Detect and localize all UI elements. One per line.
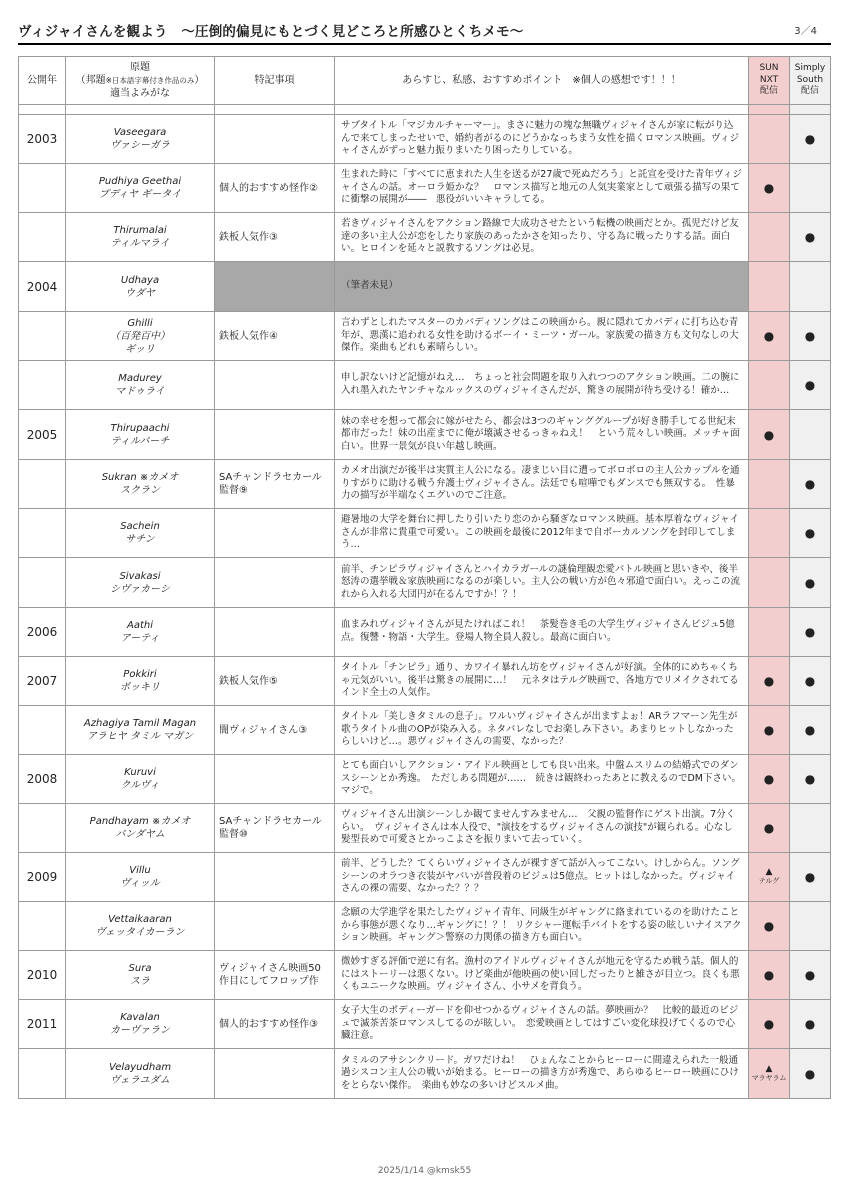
film-title: Sachein xyxy=(120,521,160,532)
partial-availability-mark: ▲ xyxy=(765,1063,773,1074)
synopsis-cell: 避暑地の大学を舞台に押したり引いたり恋のから騒ぎなロマンス映画。基本厚着なヴィジャイさんが非常に貴重で可愛い。この映画を最後に2012年まで自ボーカルソングを封印してしまう… xyxy=(335,509,749,558)
title-cell xyxy=(66,262,215,312)
table-row xyxy=(19,361,831,410)
film-title: Pudhiya Geethai xyxy=(98,176,182,187)
year-cell: 2003 xyxy=(19,115,66,164)
table-row xyxy=(19,1049,831,1099)
film-title: Kuruvi xyxy=(124,767,156,778)
sun-nxt-cell xyxy=(749,657,790,706)
simply-south-cell xyxy=(790,410,831,460)
header-spacer-row xyxy=(19,105,831,115)
note-cell xyxy=(215,1049,335,1099)
sun-nxt-cell xyxy=(749,706,790,755)
available-mark: ● xyxy=(763,919,775,933)
note-cell: 鉄板人気作③ xyxy=(215,213,335,262)
table-row xyxy=(19,312,831,361)
film-reading: スラ xyxy=(130,976,150,987)
year-cell xyxy=(19,804,66,853)
page-footer xyxy=(0,1166,849,1176)
col-header-year: 公開年 xyxy=(19,57,66,105)
note-cell xyxy=(215,361,335,410)
note-cell: SAチャンドラセカール監督⑩ xyxy=(215,804,335,853)
col-header-simply-south: Simply South 配信 xyxy=(790,57,831,105)
film-reading: ポッキリ xyxy=(120,682,160,693)
synopsis-cell: 言わずとしれたマスターのカバディソングはこの映画から。親に隠れてカバディに打ち込む青年が、悪漢に追われる女性を助けるボーイ・ミーツ・ガール。家族愛の描き方も文句なしの大傑作。楽曲もどれも素晴らしい。 xyxy=(335,312,749,361)
table-row xyxy=(19,804,831,853)
note-cell xyxy=(215,558,335,608)
available-mark: ● xyxy=(804,968,816,982)
simply-south-cell xyxy=(790,213,831,262)
title-cell xyxy=(66,1000,215,1049)
title-cell xyxy=(66,902,215,951)
table-row xyxy=(19,657,831,706)
note-cell xyxy=(215,410,335,460)
page-header xyxy=(18,20,831,42)
table-row xyxy=(19,608,831,657)
title-cell xyxy=(66,1049,215,1099)
table-row xyxy=(19,706,831,755)
available-mark: ● xyxy=(804,477,816,491)
year-cell xyxy=(19,460,66,509)
film-reading: カーヴァラン xyxy=(110,1025,170,1036)
film-reading: スクラン xyxy=(120,485,160,496)
film-table xyxy=(18,56,831,1099)
note-cell: 鉄板人気作⑤ xyxy=(215,657,335,706)
sun-nxt-cell xyxy=(749,1049,790,1099)
note-cell xyxy=(215,755,335,804)
sun-nxt-cell xyxy=(749,853,790,902)
film-reading: サチン xyxy=(125,534,155,545)
film-title: Madurey xyxy=(118,373,162,384)
available-mark: ● xyxy=(804,723,816,737)
film-title: Aathi xyxy=(126,620,153,631)
title-cell xyxy=(66,755,215,804)
synopsis-cell: カメオ出演だが後半は実質主人公になる。凄まじい目に遭ってボロボロの主人公カップルを通りすがりに助ける戦う弁護士ヴィジャイさん。法廷でも喧嘩でもダンスでも無双する。 性暴力の描写が半端なくエグいのでご注意。 xyxy=(335,460,749,509)
sun-nxt-cell xyxy=(749,902,790,951)
sun-nxt-cell xyxy=(749,312,790,361)
available-mark: ● xyxy=(763,1017,775,1031)
table-row xyxy=(19,853,831,902)
film-title: Thirupaachi xyxy=(110,422,170,434)
note-cell: 鉄板人気作④ xyxy=(215,312,335,361)
film-title: Velayudham xyxy=(108,1061,172,1073)
film-japanese-title: （百発百中） xyxy=(110,330,170,342)
film-reading: パンダヤム xyxy=(115,829,165,840)
sun-nxt-cell xyxy=(749,1000,790,1049)
simply-south-cell xyxy=(790,115,831,164)
synopsis-cell: タミルのアサシンクリード。ガワだけね！ ひょんなことからヒーローに間違えられた一般通過シスコン主人公の戦いが始まる。ヒーローの描き方が秀逸で、あらゆるヒーロー映画にひけをとらない傑作。 楽曲も妙なの多いけどスルメ曲。 xyxy=(335,1049,749,1099)
sun-nxt-cell xyxy=(749,262,790,312)
title-cell xyxy=(66,657,215,706)
footer-handle: @kmsk55 xyxy=(426,1166,472,1176)
sun-nxt-cell xyxy=(749,361,790,410)
sun-nxt-cell xyxy=(749,164,790,213)
year-cell xyxy=(19,164,66,213)
available-mark: ● xyxy=(804,132,816,146)
footer-date: 2025/1/14 xyxy=(377,1166,424,1176)
film-title: Sivakasi xyxy=(119,570,161,582)
film-reading: ヴァシーガラ xyxy=(110,140,170,151)
col-header-notes: 特記事項 xyxy=(215,57,335,105)
film-title: Vaseegara xyxy=(113,127,167,138)
available-mark: ● xyxy=(763,329,775,343)
simply-south-cell xyxy=(790,164,831,213)
title-cell xyxy=(66,164,215,213)
film-title: Vettaikaaran xyxy=(108,914,172,925)
available-mark: ● xyxy=(804,870,816,884)
note-cell: 個人的おすすめ怪作② xyxy=(215,164,335,213)
sun-nxt-cell xyxy=(749,951,790,1000)
year-cell xyxy=(19,558,66,608)
synopsis-cell: 念願の大学進学を果たしたヴィジャイ青年、同級生がギャングに絡まれているのを助けたことから事態が悪くなり…ギャングに！？！ リクシャー運転手バイトをする姿の眩しいナイスアクション映画。ギャング＞警察の力関係の描き方も面白い。 xyxy=(335,902,749,951)
year-cell: 2007 xyxy=(19,657,66,706)
synopsis-cell: 前半、チンピラヴィジャイさんとハイカラガールの謎倫理観恋愛バトル映画と思いきや、後半怒涛の選挙戦＆家族映画になるのが楽しい。主人公の戦い方が色々邪道で面白い。えっこの流れから入れる大団円が在るんですか！？！ xyxy=(335,558,749,608)
film-reading: アラヒヤ タミル マガン xyxy=(86,731,194,742)
sun-nxt-cell xyxy=(749,410,790,460)
year-cell xyxy=(19,312,66,361)
note-cell: 個人的おすすめ怪作③ xyxy=(215,1000,335,1049)
film-reading: ヴィッル xyxy=(120,878,160,889)
note-cell: ヴィジャイさん映画50作目にしてフロップ作 xyxy=(215,951,335,1000)
synopsis-cell: ヴィジャイさん出演シーンしか観てませんすみません… 父親の監督作にゲスト出演。7分くらい。 ヴィジャイさんは本人役で、"演技をするヴィジャイさんの演技"が観られる。心なし髪型長めで可愛さとかっこよさを振りまいて去っていく。 xyxy=(335,804,749,853)
synopsis-cell: 前半、どうした？てくらいヴィジャイさんが裸すぎて話が入ってこない。けしからん。ソングシーンのオラつき衣装がヤバいが普段着のビジュは5億点。ヒットはしなかった。ヴィジャイさんの裸の需要、なかった？？？ xyxy=(335,853,749,902)
note-cell: SAチャンドラセカール監督⑨ xyxy=(215,460,335,509)
note-cell xyxy=(215,262,335,312)
title-cell xyxy=(66,361,215,410)
year-cell: 2005 xyxy=(19,410,66,460)
simply-south-cell xyxy=(790,1049,831,1099)
simply-south-cell xyxy=(790,509,831,558)
year-cell: 2009 xyxy=(19,853,66,902)
simply-south-cell xyxy=(790,902,831,951)
simply-south-cell xyxy=(790,706,831,755)
table-row xyxy=(19,115,831,164)
page-title: ヴィジャイさんを観よう 〜圧倒的偏見にもとづく見どころと所感ひとくちメモ〜 xyxy=(18,24,524,40)
title-cell xyxy=(66,115,215,164)
simply-south-cell xyxy=(790,262,831,312)
available-mark: ● xyxy=(763,772,775,786)
col-header-title: 原題 （邦題※日本語字幕付き作品のみ） 適当よみがな xyxy=(66,57,215,105)
year-cell: 2011 xyxy=(19,1000,66,1049)
film-reading: ギッリ xyxy=(125,343,155,355)
simply-south-cell xyxy=(790,657,831,706)
table-row xyxy=(19,213,831,262)
page-number: 3／4 xyxy=(794,26,817,37)
available-mark: ● xyxy=(804,526,816,540)
dub-language-label: マラヤラム xyxy=(751,1073,787,1082)
note-cell: 闇ヴィジャイさん③ xyxy=(215,706,335,755)
available-mark: ● xyxy=(804,625,816,639)
film-reading: アーティ xyxy=(120,633,160,644)
synopsis-cell: タイトル「チンピラ」通り、カワイイ暴れん坊をヴィジャイさんが好演。全体的にめちゃくちゃ元気がいい。後半は驚きの展開に…！ 元ネタはテルグ映画で、各地方でリメイクされてるインド全土の人気作。 xyxy=(335,657,749,706)
film-title: Pokkiri xyxy=(123,669,157,680)
film-title: Azhagiya Tamil Magan xyxy=(83,718,197,729)
title-cell xyxy=(66,509,215,558)
synopsis-cell: 微妙すぎる評価で逆に有名。漁村のアイドルヴィジャイさんが地元を守るため戦う話。個人的にはストーリーは悪くない。けど楽曲が他映画の使い回しだったりと雑さが目立つ。良くも悪くもユニークな映画。ヴィジャイさん、小サメを背負う。 xyxy=(335,951,749,1000)
synopsis-cell: 血まみれヴィジャイさんが見たければこれ！ 茶髪巻き毛の大学生ヴィジャイさんビジュ5億点。復讐・物語・大学生。登場人物全員人殺し。最高に面白い。 xyxy=(335,608,749,657)
year-cell xyxy=(19,509,66,558)
year-cell xyxy=(19,1049,66,1099)
table-row xyxy=(19,164,831,213)
table-row xyxy=(19,410,831,460)
year-cell xyxy=(19,361,66,410)
synopsis-cell: タイトル「美しきタミルの息子」。ワルいヴィジャイさんが出ますよぉ！ARラフマーン先生が歌うタイトル曲のOPが染み入る。ネタバレなしでお楽しみ下さい。あまりヒットしなかったらしいけど…。悪ヴィジャイさんの需要、なかった？ xyxy=(335,706,749,755)
year-cell xyxy=(19,213,66,262)
simply-south-cell xyxy=(790,853,831,902)
table-row xyxy=(19,902,831,951)
sun-nxt-cell xyxy=(749,558,790,608)
col-header-sun-nxt: SUN NXT 配信 xyxy=(749,57,790,105)
film-reading: マドゥライ xyxy=(115,386,165,397)
synopsis-cell: 生まれた時に「すべてに恵まれた人生を送るが27歳で死ぬだろう」と託宣を受けた青年ヴィジャイさんの話。オーロラ姫かな？ ロマンス描写と地元の人気実業家として頑張る描写の果てに衝撃の展開が―― 悪役がいいキャラしてる。 xyxy=(335,164,749,213)
year-cell xyxy=(19,902,66,951)
note-cell xyxy=(215,608,335,657)
film-title: Pandhayam ※カメオ xyxy=(89,816,191,827)
film-reading: ヴェッタイカーラン xyxy=(95,927,185,938)
sun-nxt-cell xyxy=(749,608,790,657)
table-row xyxy=(19,755,831,804)
available-mark: ● xyxy=(804,230,816,244)
available-mark: ● xyxy=(804,1017,816,1031)
film-title: Kavalan xyxy=(120,1012,160,1023)
title-rule xyxy=(18,43,831,45)
title-cell xyxy=(66,213,215,262)
synopsis-cell: 若きヴィジャイさんをアクション路線で大成功させたという転機の映画だとか。孤児だけど友達の多い主人公が恋をしたり家族のあったかさを知ったり、守る為に戦ったりする話。面白い。ヒロインを延々と説教するソングは必見。 xyxy=(335,213,749,262)
year-cell: 2004 xyxy=(19,262,66,312)
simply-south-cell xyxy=(790,460,831,509)
note-cell xyxy=(215,902,335,951)
film-rows xyxy=(19,115,831,1099)
title-cell xyxy=(66,410,215,460)
sun-nxt-cell xyxy=(749,115,790,164)
sun-nxt-cell xyxy=(749,755,790,804)
film-title: Sura xyxy=(128,963,152,974)
synopsis-cell: 女子大生のボディーガードを仰せつかるヴィジャイさんの話。夢映画か？ 比較的最近のビジュで滅茶苦茶ロマンスしてるのが眩しい。 恋愛映画としてはすごい変化球投げてくるので心臓注意。 xyxy=(335,1000,749,1049)
title-cell xyxy=(66,312,215,361)
simply-south-cell xyxy=(790,804,831,853)
table-row xyxy=(19,509,831,558)
simply-south-cell xyxy=(790,361,831,410)
film-reading: シヴァカーシ xyxy=(110,583,170,595)
year-cell xyxy=(19,706,66,755)
sun-nxt-cell xyxy=(749,213,790,262)
table-row xyxy=(19,558,831,608)
available-mark: ● xyxy=(763,821,775,835)
simply-south-cell xyxy=(790,951,831,1000)
table-row xyxy=(19,262,831,312)
simply-south-cell xyxy=(790,755,831,804)
film-title: Sukran ※カメオ xyxy=(101,472,179,483)
film-reading: ヴェラユダム xyxy=(110,1074,170,1086)
synopsis-cell: （筆者未見） xyxy=(335,262,749,312)
film-reading: プディヤ ギータイ xyxy=(98,189,182,200)
table-row xyxy=(19,460,831,509)
available-mark: ● xyxy=(804,329,816,343)
film-title: Udhaya xyxy=(120,274,160,286)
title-cell xyxy=(66,558,215,608)
title-cell xyxy=(66,608,215,657)
partial-availability-mark: ▲ xyxy=(765,867,773,878)
year-cell: 2006 xyxy=(19,608,66,657)
available-mark: ● xyxy=(804,772,816,786)
note-cell xyxy=(215,115,335,164)
year-cell: 2010 xyxy=(19,951,66,1000)
available-mark: ● xyxy=(804,378,816,392)
synopsis-cell: とても面白いしアクション・アイドル映画としても良い出来。中盤ムスリムの結婚式でのダンスシーンとか秀逸。 ただしある問題が…… 続きは観終わったあとに教えるのでDM下さい。マジで。 xyxy=(335,755,749,804)
available-mark: ● xyxy=(763,723,775,737)
year-cell: 2008 xyxy=(19,755,66,804)
available-mark: ● xyxy=(763,427,775,442)
title-cell xyxy=(66,804,215,853)
title-cell xyxy=(66,706,215,755)
film-reading: ティルパーチ xyxy=(110,435,170,447)
header-row xyxy=(19,57,831,105)
sun-nxt-cell xyxy=(749,804,790,853)
available-mark: ● xyxy=(804,575,816,590)
dub-language-label: テルグ xyxy=(758,877,780,886)
synopsis-cell: 申し訳ないけど記憶がねえ… ちょっと社会問題を取り入れつつのアクション映画。二の腕に入れ墨入れたヤンチャなルックスのヴィジャイさんだが、驚きの展開が待ち受ける！確か… xyxy=(335,361,749,410)
film-reading: ティルマライ xyxy=(110,238,170,249)
synopsis-cell: 妹の幸せを想って都会に嫁がせたら、都会は3つのギャンググループが好き勝手してる世紀末都市だった！妹の出産までに俺が壊滅させるっきゃねえ！ という荒々しい映画。メッチャ面白い。世界一景気が良い年越し映画。 xyxy=(335,410,749,460)
simply-south-cell xyxy=(790,608,831,657)
simply-south-cell xyxy=(790,1000,831,1049)
film-reading: クルヴィ xyxy=(120,780,160,791)
available-mark: ● xyxy=(763,181,775,195)
title-cell xyxy=(66,951,215,1000)
title-cell xyxy=(66,853,215,902)
table-row xyxy=(19,951,831,1000)
simply-south-cell xyxy=(790,558,831,608)
table-row xyxy=(19,1000,831,1049)
available-mark: ● xyxy=(763,968,775,982)
film-title: Villu xyxy=(129,865,151,876)
film-title: Thirumalai xyxy=(113,225,167,236)
available-mark: ● xyxy=(804,674,816,688)
note-cell xyxy=(215,509,335,558)
available-mark: ● xyxy=(804,1066,816,1081)
note-cell xyxy=(215,853,335,902)
available-mark: ● xyxy=(763,674,775,688)
film-reading: ウダヤ xyxy=(125,287,155,299)
sun-nxt-cell xyxy=(749,509,790,558)
title-cell xyxy=(66,460,215,509)
synopsis-cell: サブタイトル「マジカルチャーマー」。まさに魅力の塊な無職ヴィジャイさんが家に転がり込んで来てしまったせいで、婚約者がるのにどうかなっちまう女性を描くロマンス映画。ヴィジャイさんがずっと魅力振りまいたり困ったりしている。 xyxy=(335,115,749,164)
sun-nxt-cell xyxy=(749,460,790,509)
simply-south-cell xyxy=(790,312,831,361)
col-header-synopsis: あらすじ、私感、おすすめポイント ※個人の感想です！！！ xyxy=(335,57,749,105)
film-title: Ghilli xyxy=(127,317,153,329)
